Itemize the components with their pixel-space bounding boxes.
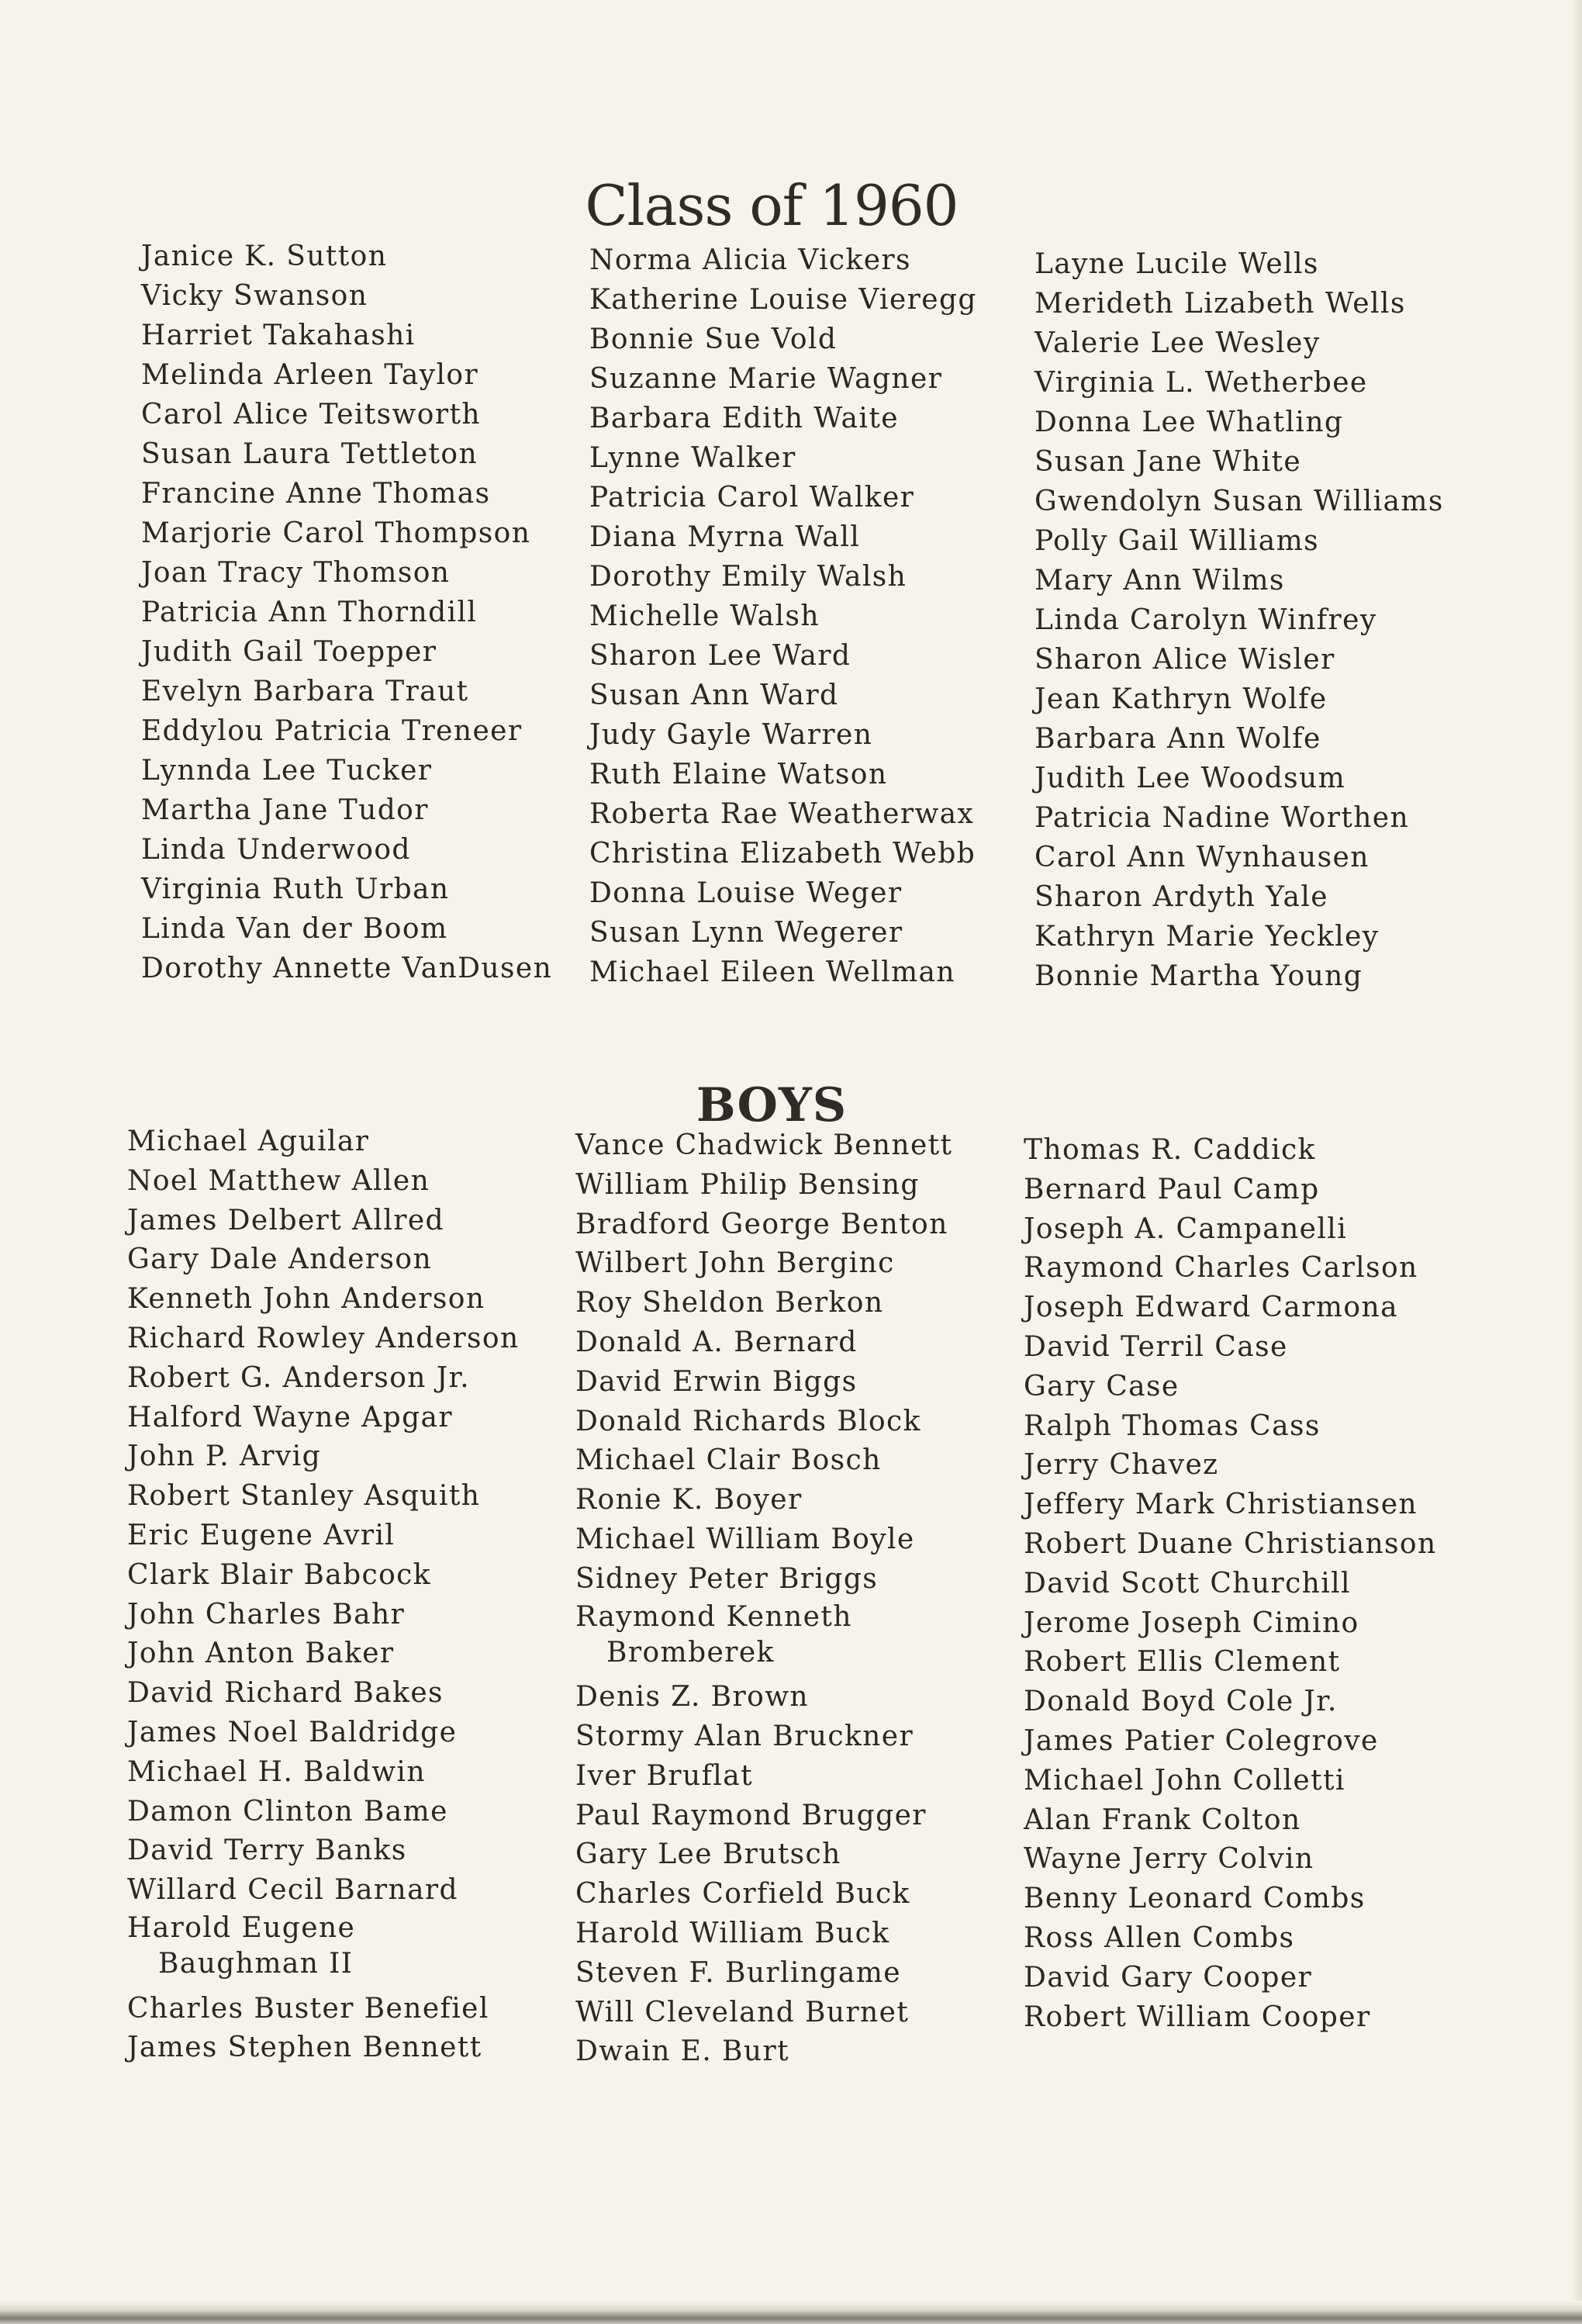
name-entry: Ronie K. Boyer (575, 1484, 803, 1516)
name-entry: Ruth Elaine Watson (589, 759, 888, 790)
name-entry: Susan Ann Ward (589, 680, 839, 711)
name-entry: Wilbert John Berginc (575, 1247, 895, 1280)
name-entry: Joan Tracy Thomson (141, 557, 451, 589)
name-entry: Steven F. Burlingame (575, 1956, 901, 1989)
name-entry: Robert Duane Christianson (1024, 1527, 1437, 1560)
name-entry: Patricia Ann Thorndill (141, 597, 478, 628)
name-entry: Robert Ellis Clement (1024, 1646, 1341, 1679)
name-entry: David Gary Cooper (1024, 1961, 1313, 1994)
name-entry: Robert William Cooper (1024, 2001, 1371, 2033)
name-entry: David Terry Banks (127, 1835, 407, 1867)
name-entry: Layne Lucile Wells (1035, 248, 1319, 280)
name-entry: Carol Ann Wynhausen (1035, 842, 1370, 873)
name-entry: Michael Aguilar (127, 1126, 370, 1157)
name-entry: Harriet Takahashi (141, 320, 416, 351)
name-entry: Dwain E. Burt (575, 2035, 789, 2068)
boys-column-3 (1024, 1131, 1437, 2037)
name-entry: Susan Lynn Wegerer (589, 917, 903, 949)
name-entry: Vicky Swanson (141, 280, 368, 312)
name-entry: Vance Chadwick Bennett (575, 1129, 953, 1161)
girls-column-3 (1035, 244, 1444, 996)
name-entry: Virginia L. Wetherbee (1035, 367, 1368, 399)
page-bottom-edge (0, 2301, 1582, 2324)
name-entry: Susan Laura Tettleton (141, 438, 478, 470)
name-entry: David Scott Churchill (1024, 1567, 1351, 1599)
name-entry: Kenneth John Anderson (127, 1283, 485, 1316)
name-entry: Richard Rowley Anderson (127, 1322, 520, 1354)
name-entry: Damon Clinton Bame (127, 1795, 448, 1828)
name-entry: Evelyn Barbara Traut (141, 676, 469, 707)
name-entry: Halford Wayne Apgar (127, 1401, 454, 1433)
name-entry: Judith Lee Woodsum (1035, 763, 1346, 794)
boys-column-2 (575, 1126, 952, 2072)
name-entry: Sharon Ardyth Yale (1035, 881, 1328, 913)
boys-heading: BOYS (696, 1077, 848, 1133)
name-entry: Paul Raymond Brugger (575, 1799, 927, 1831)
name-entry: Iver Bruflat (575, 1759, 753, 1792)
name-entry: Polly Gail Williams (1035, 525, 1320, 557)
name-entry: Bonnie Martha Young (1035, 960, 1363, 992)
name-entry: Willard Cecil Barnard (127, 1874, 458, 1907)
name-entry: Raymond Charles Carlson (1024, 1252, 1418, 1285)
name-entry: Sharon Lee Ward (589, 640, 851, 672)
name-entry: Christina Elizabeth Webb (589, 838, 976, 870)
name-entry: Patricia Carol Walker (589, 482, 915, 514)
name-entry-line: Raymond Kenneth (575, 1600, 852, 1633)
name-entry: James Stephen Bennett (127, 2032, 482, 2064)
name-entry: Judith Gail Toepper (141, 636, 437, 668)
name-entry: Jerry Chavez (1024, 1449, 1219, 1482)
name-entry: Denis Z. Brown (575, 1681, 809, 1714)
name-entry: Carol Alice Teitsworth (141, 399, 481, 431)
name-entry: Jerome Joseph Cimino (1024, 1606, 1359, 1639)
name-entry: James Delbert Allred (127, 1204, 444, 1236)
name-entry: Linda Van der Boom (141, 913, 448, 945)
name-entry: Gary Dale Anderson (127, 1243, 433, 1276)
name-entry-line: Harold Eugene (127, 1911, 356, 1944)
name-entry-continuation: Baughman II (158, 1947, 354, 1980)
name-entry: Katherine Louise Vieregg (589, 284, 977, 316)
name-entry: David Richard Bakes (127, 1677, 444, 1710)
name-entry: Merideth Lizabeth Wells (1035, 288, 1406, 320)
name-entry: Will Cleveland Burnet (575, 1996, 910, 2028)
name-entry: Bonnie Sue Vold (589, 323, 838, 355)
name-entry: Sharon Alice Wisler (1035, 644, 1335, 676)
name-entry: Eric Eugene Avril (127, 1519, 396, 1551)
name-entry: Michael William Boyle (575, 1523, 915, 1555)
name-entry: Valerie Lee Wesley (1035, 327, 1321, 359)
name-entry: David Terril Case (1024, 1330, 1288, 1363)
name-entry: Sidney Peter Briggs (575, 1562, 879, 1595)
name-entry: Robert Stanley Asquith (127, 1480, 481, 1513)
name-entry: Benny Leonard Combs (1024, 1883, 1366, 1915)
name-entry: Wayne Jerry Colvin (1024, 1843, 1314, 1876)
name-entry: James Patier Colegrove (1024, 1724, 1379, 1757)
name-entry: William Philip Bensing (575, 1168, 920, 1201)
name-entry: Clark Blair Babcock (127, 1558, 431, 1591)
name-entry: Norma Alicia Vickers (589, 244, 911, 276)
name-entry: John Charles Bahr (127, 1598, 406, 1631)
name-entry (575, 1599, 952, 1679)
name-entry: Martha Jane Tudor (141, 794, 429, 826)
name-entry: Virginia Ruth Urban (141, 873, 450, 905)
girls-column-1 (141, 237, 552, 988)
name-entry: Ralph Thomas Cass (1024, 1409, 1321, 1442)
name-entry: Melinda Arleen Taylor (141, 359, 479, 391)
name-entry: Roberta Rae Weatherwax (589, 798, 975, 830)
page-right-edge (1571, 0, 1582, 2324)
name-entry: Bradford George Benton (575, 1208, 948, 1240)
name-entry: Donna Louise Weger (589, 877, 903, 909)
name-entry: Linda Carolyn Winfrey (1035, 604, 1377, 636)
name-entry: Patricia Nadine Worthen (1035, 802, 1410, 834)
name-entry: Roy Sheldon Berkon (575, 1287, 884, 1319)
name-entry: Barbara Ann Wolfe (1035, 723, 1321, 755)
name-entry: David Erwin Biggs (575, 1365, 858, 1398)
name-entry: Dorothy Annette VanDusen (141, 953, 553, 984)
name-entry: Jeffery Mark Christiansen (1024, 1489, 1418, 1521)
name-entry: Alan Frank Colton (1024, 1804, 1301, 1836)
name-entry-continuation: Bromberek (606, 1636, 775, 1669)
name-entry: James Noel Baldridge (127, 1716, 458, 1748)
name-entry: Gary Case (1024, 1370, 1180, 1402)
name-entry: Judy Gayle Warren (589, 719, 873, 751)
name-entry: Janice K. Sutton (141, 240, 388, 272)
name-entry: Francine Anne Thomas (141, 478, 491, 510)
name-entry: Gary Lee Brutsch (575, 1838, 841, 1871)
name-entry: Gwendolyn Susan Williams (1035, 486, 1444, 517)
name-entry: Marjorie Carol Thompson (141, 517, 531, 549)
name-entry: Donna Lee Whatling (1035, 406, 1344, 438)
name-entry: Michael John Colletti (1024, 1764, 1345, 1797)
name-entry: Joseph A. Campanelli (1024, 1212, 1348, 1245)
name-entry: Donald A. Bernard (575, 1326, 858, 1358)
name-entry: Mary Ann Wilms (1035, 565, 1285, 597)
name-entry: Eddylou Patricia Treneer (141, 715, 523, 747)
name-entry: Lynnda Lee Tucker (141, 755, 433, 787)
name-entry: Noel Matthew Allen (127, 1164, 430, 1197)
name-entry: Kathryn Marie Yeckley (1035, 921, 1380, 953)
name-entry: Dorothy Emily Walsh (589, 561, 907, 593)
name-entry: Susan Jane White (1035, 446, 1302, 478)
name-entry: Charles Corfield Buck (575, 1878, 910, 1911)
name-entry: Barbara Edith Waite (589, 403, 899, 434)
page-title: Class of 1960 (585, 173, 959, 239)
name-entry: Diana Myrna Wall (589, 521, 861, 553)
name-entry: Robert G. Anderson Jr. (127, 1361, 471, 1394)
name-entry: Suzanne Marie Wagner (589, 363, 943, 395)
name-entry: Harold William Buck (575, 1917, 890, 1949)
name-entry: Linda Underwood (141, 834, 411, 866)
girls-column-2 (589, 240, 977, 992)
name-entry: Thomas R. Caddick (1024, 1134, 1316, 1166)
name-entry: Lynne Walker (589, 442, 796, 474)
name-entry: Stormy Alan Bruckner (575, 1720, 914, 1752)
name-entry: Michael H. Baldwin (127, 1755, 426, 1788)
name-entry: Donald Boyd Cole Jr. (1024, 1686, 1338, 1718)
name-entry: Joseph Edward Carmona (1024, 1292, 1398, 1324)
name-entry: John P. Arvig (127, 1440, 322, 1473)
name-entry: Donald Richards Block (575, 1405, 921, 1437)
name-entry: Bernard Paul Camp (1024, 1173, 1320, 1205)
name-entry: Charles Buster Benefiel (127, 1992, 489, 2025)
name-entry: Jean Kathryn Wolfe (1035, 683, 1328, 715)
name-entry: Michael Eileen Wellman (589, 956, 955, 988)
name-entry: Ross Allen Combs (1024, 1921, 1295, 1954)
name-entry: Michael Clair Bosch (575, 1444, 882, 1477)
boys-column-1 (127, 1122, 520, 2068)
name-entry: Michelle Walsh (589, 600, 820, 632)
name-entry (127, 1911, 520, 1990)
name-entry: John Anton Baker (127, 1638, 395, 1670)
